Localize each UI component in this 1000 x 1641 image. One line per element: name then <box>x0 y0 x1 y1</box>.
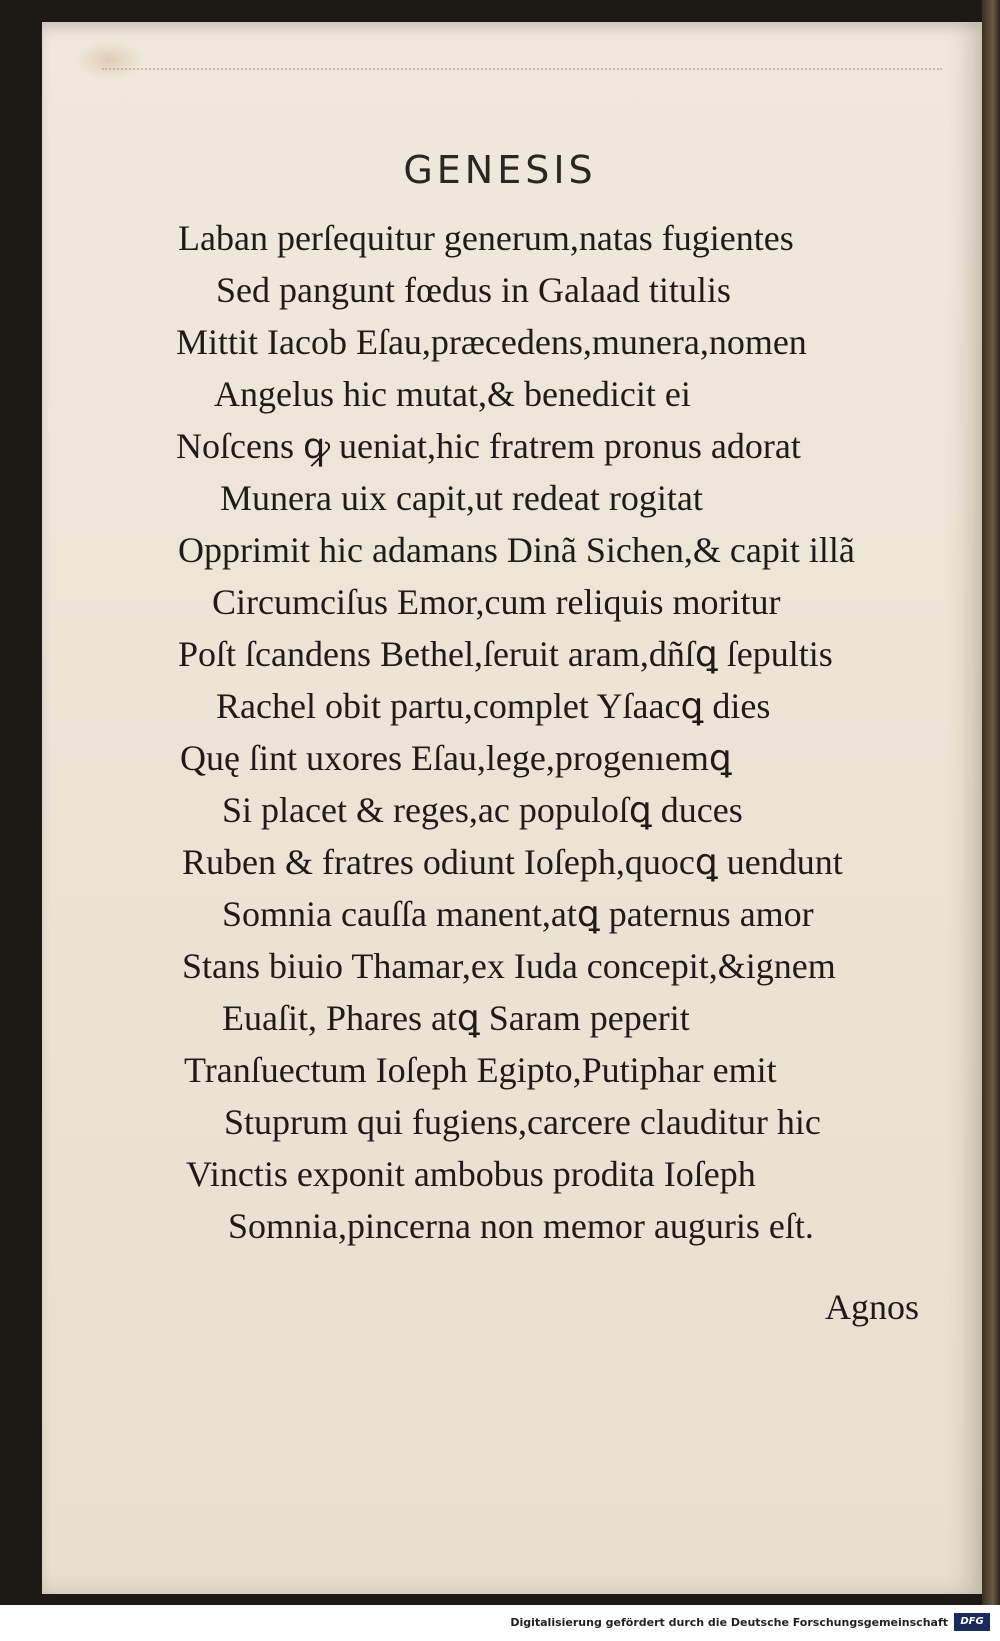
verse-line: Angelus hic mutat,& benedicit ei <box>214 374 691 414</box>
verse-line: Quę ſint uxores Eſau,lege,progenıemꝗ <box>180 738 732 778</box>
verse-line: Somnia cauſſa manent,atꝗ paternus amor <box>222 894 814 934</box>
verse-line: Poſt ſcandens Bethel,ſeruit aram,dñſꝗ ſepultis <box>178 634 833 674</box>
dfg-logo: DFG <box>954 1613 990 1631</box>
page-stain <box>74 40 144 80</box>
page-perforation <box>102 68 942 70</box>
page-heading: GENESIS <box>403 148 597 192</box>
verse-line: Rachel obit partu,complet Yſaacꝗ dies <box>216 686 771 726</box>
verse-line: Mittit Iacob Eſau,præcedens,munera,nomen <box>176 322 807 362</box>
verse-line: Si placet & reges,ac populoſꝗ duces <box>222 790 743 830</box>
book-edge <box>982 0 1000 1605</box>
footer-bar <box>0 1605 1000 1641</box>
verse-line: Sed pangunt fœdus in Galaad titulis <box>216 270 731 310</box>
verse-line: Noſcens ꝙ ueniat,hic fratrem pronus adorat <box>176 426 801 466</box>
verse-line: Somnia,pincerna non memor auguris eſt. <box>228 1206 814 1246</box>
verse-line: Vinctis exponit ambobus prodita Ioſeph <box>186 1154 756 1194</box>
verse-line: Euaſit, Phares atꝗ Saram peperit <box>222 998 690 1038</box>
funding-credit: Digitalisierung gefördert durch die Deutsche Forschungsgemeinschaft <box>510 1616 948 1629</box>
verse-line: Opprimit hic adamans Dinã Sichen,& capit illã <box>178 530 855 570</box>
verse-line: Laban perſequitur generum,natas fugientes <box>178 218 794 258</box>
verse-line: Tranſuectum Ioſeph Egipto,Putiphar emit <box>184 1050 777 1090</box>
verse-line: Stans biuio Thamar,ex Iuda concepit,&ignem <box>182 946 836 986</box>
verse-line: Ruben & fratres odiunt Ioſeph,quocꝗ uendunt <box>182 842 843 882</box>
verse-line: Stuprum qui fugiens,carcere clauditur hic <box>224 1102 821 1142</box>
verse-line: Munera uix capit,ut redeat rogitat <box>220 478 703 518</box>
verse-line: Circumciſus Emor,cum reliquis moritur <box>212 582 781 622</box>
catchword: Agnos <box>825 1287 920 1327</box>
